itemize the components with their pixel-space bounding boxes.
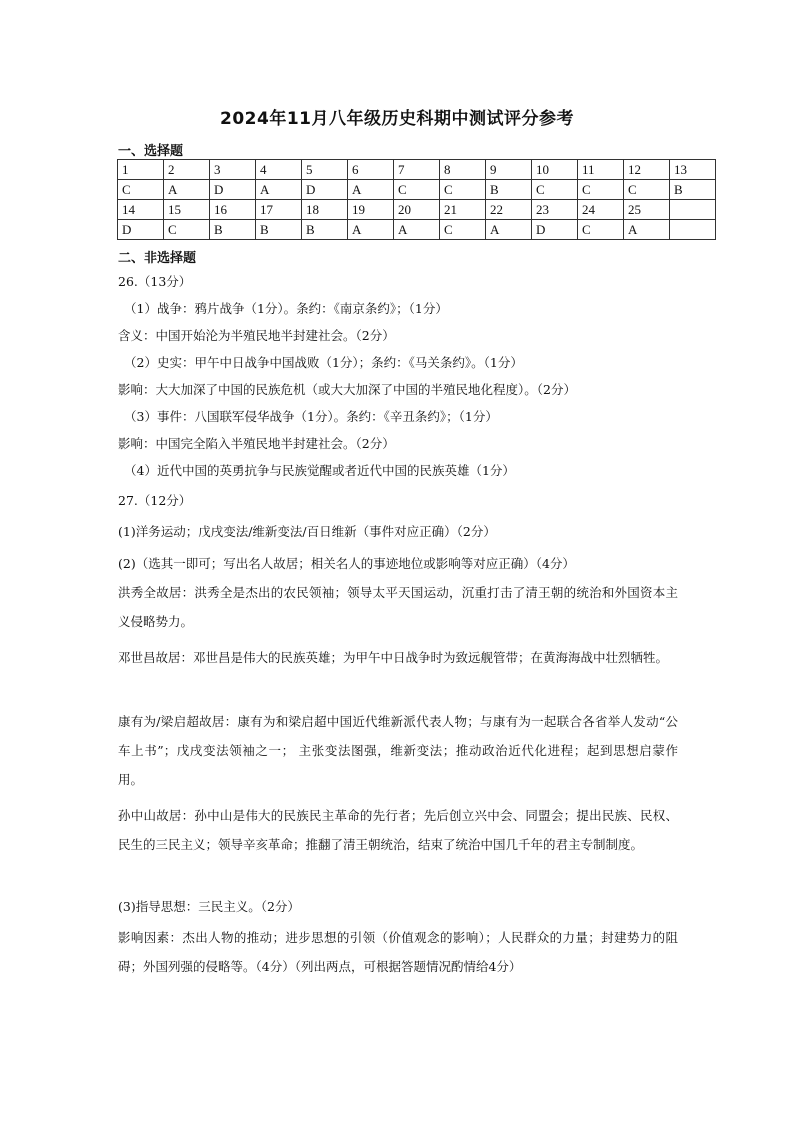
question-number-cell: 1 <box>118 160 164 180</box>
q26-line-4: 影响：大大加深了中国的民族危机（或大大加深了中国的半殖民地化程度）。（2分） <box>118 382 576 397</box>
answer-cell: C <box>440 180 486 200</box>
question-number-cell: 20 <box>394 200 440 220</box>
answer-cell: C <box>440 220 486 240</box>
q27-deng-shichang: 邓世昌故居：邓世昌是伟大的民族英雄；为甲午中日战争时为致远舰管带；在黄海海战中壮烈牺牲。 <box>118 650 669 665</box>
answer-cell: A <box>394 220 440 240</box>
answer-table <box>117 159 716 240</box>
answer-table-row <box>118 220 716 240</box>
answer-cell: B <box>486 180 532 200</box>
q27-part-2: (2)（选其一即可；写出名人故居；相关名人的事迹地位或影响等对应正确）（4分） <box>118 556 575 571</box>
question-number-cell: 12 <box>624 160 670 180</box>
answer-cell: C <box>578 220 624 240</box>
question-number-cell: 18 <box>302 200 348 220</box>
section-nonchoice-heading: 二、非选择题 <box>118 251 197 266</box>
answer-table-row <box>118 200 716 220</box>
answer-cell <box>670 220 716 240</box>
answer-cell: C <box>118 180 164 200</box>
q26-line-7: （4）近代中国的英勇抗争与民族觉醒或者近代中国的民族英雄（1分） <box>124 463 515 478</box>
question-number-cell: 11 <box>578 160 624 180</box>
answer-cell: B <box>302 220 348 240</box>
question-number-cell: 22 <box>486 200 532 220</box>
q27-header: 27.（12分） <box>118 493 192 508</box>
answer-cell: B <box>210 220 256 240</box>
answer-cell: C <box>532 180 578 200</box>
answer-cell: A <box>164 180 210 200</box>
q26-line-2: 含义：中国开始沦为半殖民地半封建社会。（2分） <box>118 328 395 343</box>
question-number-cell: 3 <box>210 160 256 180</box>
q27-part-3: (3)指导思想：三民主义。（2分） <box>118 899 300 914</box>
answer-cell: C <box>164 220 210 240</box>
question-number-cell: 10 <box>532 160 578 180</box>
q27-factors: 影响因素：杰出人物的推动；进步思想的引领（价值观念的影响）；人民群众的力量；封建势力的阻碍；外国列强的侵略等。（4分）（列出两点，可根据答题情况酌情给4分） <box>118 930 678 974</box>
question-number-cell: 7 <box>394 160 440 180</box>
answer-cell: A <box>348 180 394 200</box>
question-number-cell: 6 <box>348 160 394 180</box>
question-number-cell: 14 <box>118 200 164 220</box>
question-number-cell: 15 <box>164 200 210 220</box>
answer-cell: C <box>394 180 440 200</box>
answer-cell: D <box>210 180 256 200</box>
q26-line-6: 影响：中国完全陷入半殖民地半封建社会。（2分） <box>118 436 395 451</box>
answer-cell: B <box>256 220 302 240</box>
question-number-cell <box>670 200 716 220</box>
answer-cell: A <box>348 220 394 240</box>
q27-hong-xiuquan: 洪秀全故居：洪秀全是杰出的农民领袖；领导太平天国运动，沉重打击了清王朝的统治和外国资本主义侵略势力。 <box>118 585 678 629</box>
q26-header: 26.（13分） <box>118 274 192 289</box>
answer-table-row <box>118 180 716 200</box>
question-number-cell: 13 <box>670 160 716 180</box>
section-choice-heading: 一、选择题 <box>118 144 184 159</box>
answer-table-row <box>118 160 716 180</box>
answer-cell: B <box>670 180 716 200</box>
q27-part-1: (1)洋务运动；戊戌变法/维新变法/百日维新（事件对应正确）（2分） <box>118 524 496 539</box>
question-number-cell: 25 <box>624 200 670 220</box>
q27-kang-liang: 康有为/梁启超故居：康有为和梁启超中国近代维新派代表人物；与康有为一起联合各省举人发动“公车上书”；戊戌变法领袖之一； 主张变法图强，维新变法；推动政治近代化进程；起到思想启蒙作用。 <box>118 714 678 787</box>
page-title: 2024年11月八年级历史科期中测试评分参考 <box>220 109 574 129</box>
question-number-cell: 2 <box>164 160 210 180</box>
question-number-cell: 23 <box>532 200 578 220</box>
answer-cell: A <box>486 220 532 240</box>
q26-line-3: （2）史实：甲午中日战争中国战败（1分）；条约：《马关条约》。（1分） <box>124 355 523 370</box>
answer-cell: A <box>256 180 302 200</box>
question-number-cell: 4 <box>256 160 302 180</box>
question-number-cell: 9 <box>486 160 532 180</box>
answer-cell: D <box>118 220 164 240</box>
question-number-cell: 17 <box>256 200 302 220</box>
question-number-cell: 24 <box>578 200 624 220</box>
answer-cell: D <box>302 180 348 200</box>
question-number-cell: 5 <box>302 160 348 180</box>
question-number-cell: 16 <box>210 200 256 220</box>
question-number-cell: 8 <box>440 160 486 180</box>
answer-cell: C <box>624 180 670 200</box>
question-number-cell: 19 <box>348 200 394 220</box>
q27-sun-yatsen: 孙中山故居：孙中山是伟大的民族民主革命的先行者；先后创立兴中会、同盟会；提出民族、民权、民生的三民主义；领导辛亥革命；推翻了清王朝统治，结束了统治中国几千年的君主专制制度。 <box>118 808 678 852</box>
q26-line-1: （1）战争：鸦片战争（1分）。条约：《南京条约》；（1分） <box>124 301 448 316</box>
q26-line-5: （3）事件：八国联军侵华战争（1分）。条约：《辛丑条约》；（1分） <box>124 409 498 424</box>
answer-cell: D <box>532 220 578 240</box>
question-number-cell: 21 <box>440 200 486 220</box>
answer-cell: A <box>624 220 670 240</box>
answer-cell: C <box>578 180 624 200</box>
